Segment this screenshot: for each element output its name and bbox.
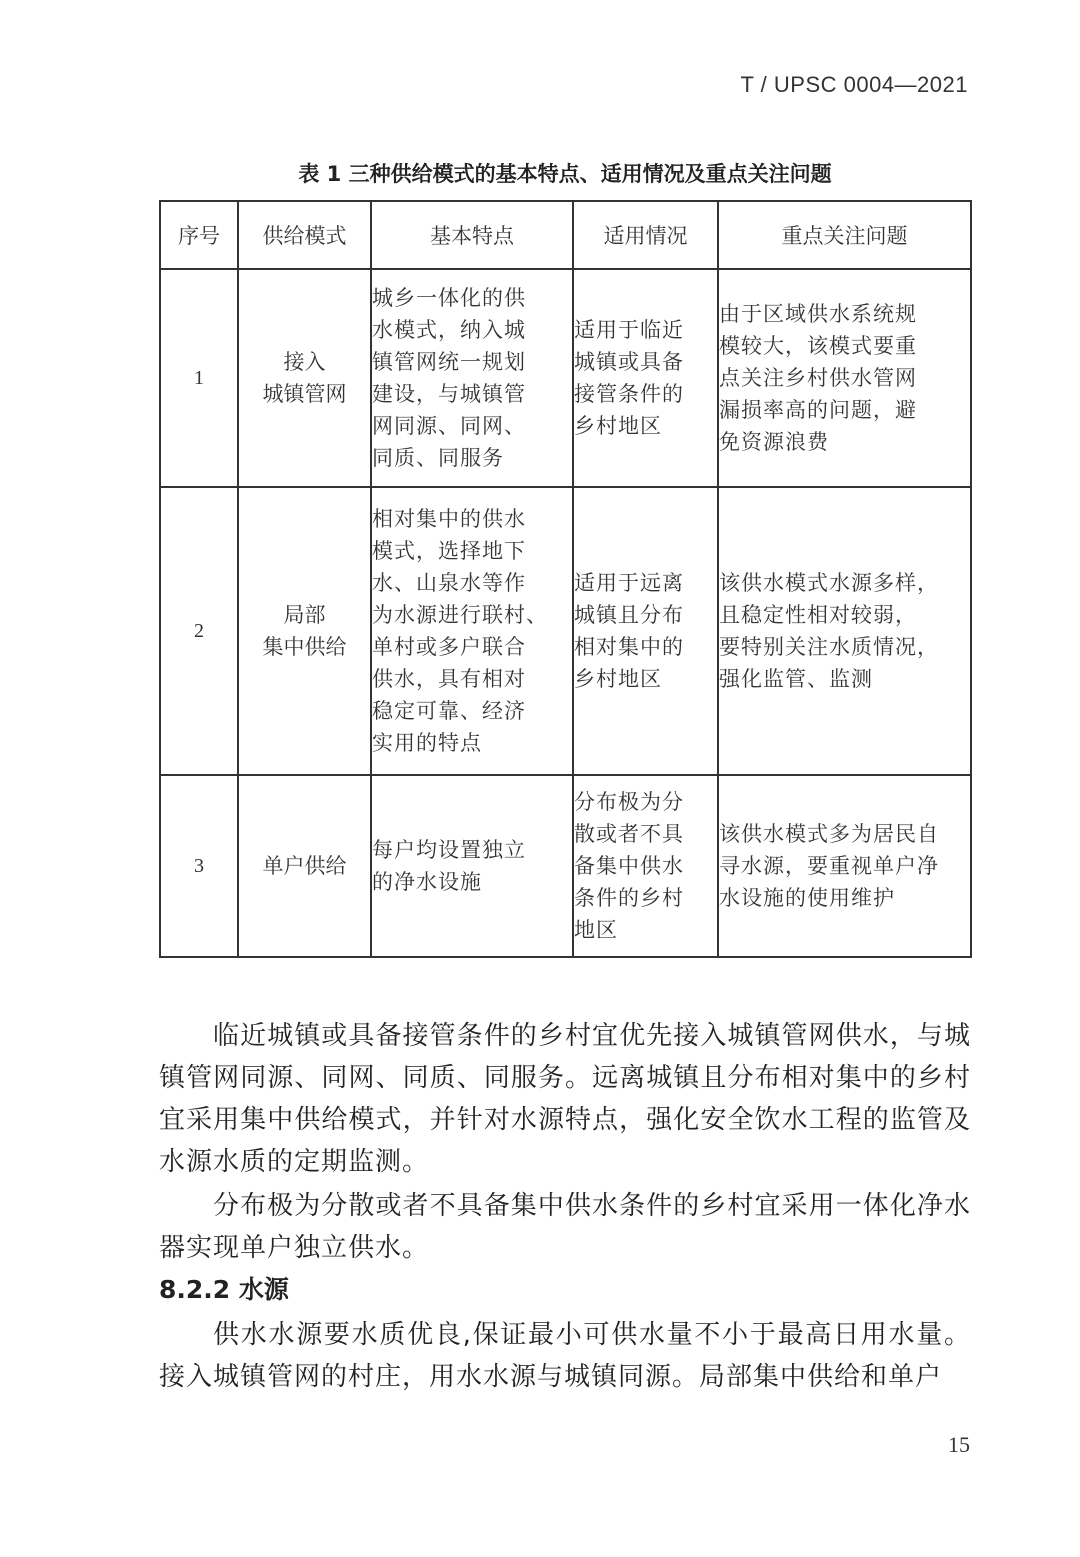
row-mode: 接入 城镇管网 [238, 269, 371, 487]
table-header-row [160, 201, 971, 269]
col-header-focus: 重点关注问题 [718, 201, 971, 269]
col-header-applicability: 适用情况 [573, 201, 718, 269]
row-applicability: 适用于临近 城镇或具备 接管条件的 乡村地区 [573, 269, 718, 487]
row-mode: 单户供给 [238, 775, 371, 957]
row-features: 每户均设置独立 的净水设施 [371, 775, 573, 957]
row-no: 2 [160, 487, 238, 775]
paragraph-text: 分布极为分散或者不具备集中供水条件的乡村宜采用一体化净水器实现单户独立供水。 [159, 1191, 971, 1263]
row-focus: 该供水模式多为居民自 寻水源，要重视单户净 水设施的使用维护 [718, 775, 971, 957]
row-no: 1 [160, 269, 238, 487]
table-row [160, 269, 971, 487]
body-paragraph-2 [159, 1185, 971, 1269]
table-row [160, 487, 971, 775]
paragraph-text: 临近城镇或具备接管条件的乡村宜优先接入城镇管网供水，与城镇管网同源、同网、同质、同服务。远离城镇且分布相对集中的乡村宜采用集中供给模式，并针对水源特点，强化安全饮水工程的监管及水源水质的定期监测。 [159, 1021, 971, 1177]
body-paragraph-3 [159, 1314, 971, 1398]
paragraph-text: 供水水源要水质优良,保证最小可供水量不小于最高日用水量。接入城镇管网的村庄，用水水源与城镇同源。局部集中供给和单户 [159, 1320, 971, 1392]
body-paragraph-1 [159, 1015, 971, 1183]
table-caption: 表 1 三种供给模式的基本特点、适用情况及重点关注问题 [298, 162, 832, 186]
supply-mode-table [159, 200, 972, 958]
col-header-features: 基本特点 [371, 201, 573, 269]
col-header-mode: 供给模式 [238, 201, 371, 269]
row-features: 相对集中的供水 模式，选择地下 水、山泉水等作 为水源进行联村、 单村或多户联合 供水，具有相对 稳定可靠、经济 实用的特点 [371, 487, 573, 775]
section-heading: 8.2.2 水源 [159, 1275, 289, 1304]
row-focus: 由于区域供水系统规 模较大，该模式要重 点关注乡村供水管网 漏损率高的问题，避 免资源浪费 [718, 269, 971, 487]
row-applicability: 适用于远离 城镇且分布 相对集中的 乡村地区 [573, 487, 718, 775]
col-header-no: 序号 [160, 201, 238, 269]
row-mode: 局部 集中供给 [238, 487, 371, 775]
row-focus: 该供水模式水源多样， 且稳定性相对较弱， 要特别关注水质情况， 强化监管、监测 [718, 487, 971, 775]
row-applicability: 分布极为分 散或者不具 备集中供水 条件的乡村 地区 [573, 775, 718, 957]
standard-code: T / UPSC 0004—2021 [740, 72, 968, 97]
row-no: 3 [160, 775, 238, 957]
page-number: 15 [948, 1432, 970, 1457]
table-row [160, 775, 971, 957]
row-features: 城乡一体化的供 水模式，纳入城 镇管网统一规划 建设，与城镇管 网同源、同网、 同质、同服务 [371, 269, 573, 487]
